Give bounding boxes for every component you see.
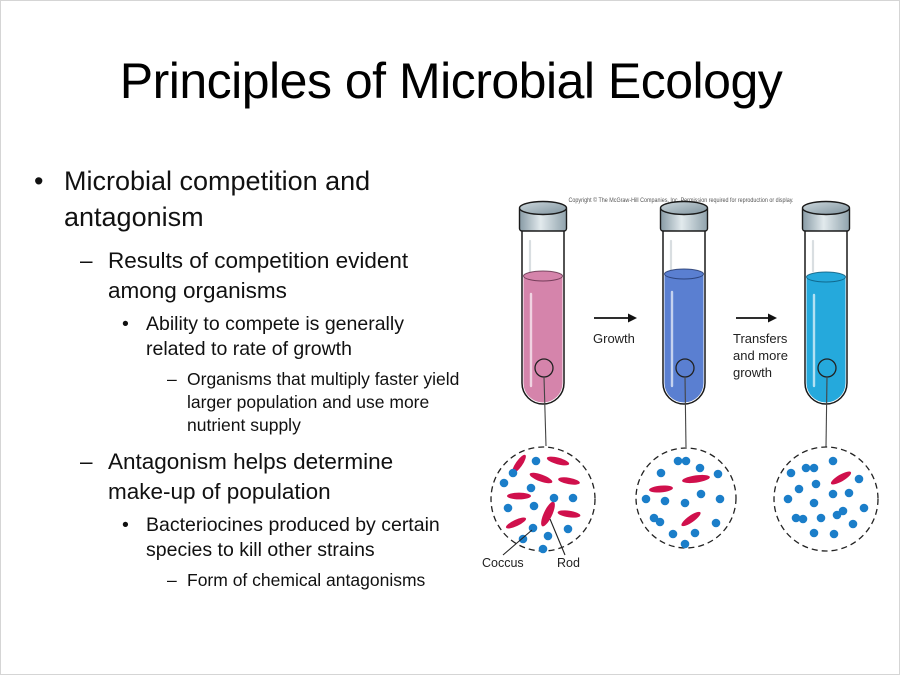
growth-arrow xyxy=(593,314,637,347)
transfer-arrow xyxy=(733,314,792,381)
dash-marker: – xyxy=(80,448,93,474)
tube1-liquid-surface xyxy=(524,271,563,281)
coccus-bacterium xyxy=(656,518,665,527)
coccus-bacterium xyxy=(681,540,690,549)
bullet-text: Organisms that multiply faster yield larger population and use more nutrient supply xyxy=(187,369,460,435)
tube3-liquid-surface xyxy=(807,272,846,282)
coccus-bacterium xyxy=(691,529,700,538)
coccus-bacterium xyxy=(539,545,548,554)
coccus-bacterium xyxy=(544,532,553,541)
copyright-text: Copyright © The McGraw-Hill Companies, Inc. Permission required for reproduction or display. xyxy=(568,198,819,204)
bullet-item-1 xyxy=(26,163,486,236)
coccus-bacterium xyxy=(696,464,705,473)
coccus-bacterium xyxy=(509,469,518,478)
coccus-bacterium xyxy=(681,499,690,508)
rod-bacterium xyxy=(507,493,531,500)
coccus-bacterium xyxy=(550,494,559,503)
coccus-bacterium xyxy=(716,495,725,504)
test-tube-1 xyxy=(520,202,567,447)
coccus-bacterium xyxy=(642,495,651,504)
bullet-item-5 xyxy=(78,447,486,507)
arrow-head-icon xyxy=(768,314,777,323)
bullet-item-3 xyxy=(120,312,486,363)
tube2-liquid xyxy=(665,274,704,403)
bullet-marker: • xyxy=(122,312,129,335)
dash-marker: – xyxy=(167,570,177,591)
coccus-bacterium xyxy=(504,504,513,513)
dash-marker: – xyxy=(80,247,93,273)
bullet-text: Form of chemical antagonisms xyxy=(187,570,426,591)
coccus-bacterium xyxy=(810,499,819,508)
bullet-text: Microbial competition and antagonism xyxy=(64,166,371,233)
bullet-text: Ability to compete is generally related to rate of growth xyxy=(146,312,404,361)
coccus-bacterium xyxy=(860,504,869,513)
bullet-list xyxy=(26,163,486,592)
coccus-bacterium xyxy=(839,507,848,516)
bullet-marker: • xyxy=(122,513,129,536)
coccus-bacterium xyxy=(849,520,858,529)
coccus-bacterium xyxy=(657,469,666,478)
bullet-item-4 xyxy=(165,368,486,436)
coccus-bacterium xyxy=(829,457,838,466)
coccus-bacterium xyxy=(527,484,536,493)
coccus-bacterium xyxy=(810,529,819,538)
test-tube-2 xyxy=(661,202,708,448)
coccus-bacterium xyxy=(661,497,670,506)
coccus-bacterium xyxy=(682,457,691,466)
magnified-view-2 xyxy=(636,448,736,548)
coccus-bacterium xyxy=(500,479,509,488)
growth-label: Growth xyxy=(593,331,635,346)
tube3-liquid xyxy=(807,277,846,403)
coccus-bacterium xyxy=(829,490,838,499)
coccus-bacterium xyxy=(784,495,793,504)
coccus-bacterium xyxy=(845,489,854,498)
coccus-bacterium xyxy=(799,515,808,524)
coccus-bacterium xyxy=(530,502,539,511)
bullet-text: Bacteriocines produced by certain species to kill other strains xyxy=(146,513,440,561)
transfer-label: Transfers and more growth xyxy=(733,331,788,380)
coccus-bacterium xyxy=(712,519,721,528)
bullet-text: Antagonism helps determine make-up of population xyxy=(108,448,394,504)
coccus-bacterium xyxy=(532,457,541,466)
coccus-bacterium xyxy=(564,525,573,534)
tube1-liquid xyxy=(524,276,563,403)
tube2-liquid-surface xyxy=(665,269,704,279)
coccus-bacterium xyxy=(817,514,826,523)
magnified-view-3 xyxy=(774,447,878,551)
test-tube-3 xyxy=(803,202,850,448)
coccus-bacterium xyxy=(714,470,723,479)
bullet-item-2 xyxy=(78,246,486,306)
bullet-text: Results of competition evident among organisms xyxy=(108,247,409,303)
coccus-bacterium xyxy=(795,485,804,494)
coccus-bacterium xyxy=(787,469,796,478)
rod-label: Rod xyxy=(557,556,580,570)
coccus-bacterium xyxy=(519,535,528,544)
coccus-bacterium xyxy=(802,464,811,473)
arrow-head-icon xyxy=(628,314,637,323)
coccus-bacterium xyxy=(569,494,578,503)
test-tube-diagram xyxy=(481,186,900,586)
coccus-label: Coccus xyxy=(482,556,524,570)
bullet-marker: • xyxy=(34,166,44,196)
coccus-bacterium xyxy=(697,490,706,499)
coccus-bacterium xyxy=(674,457,683,466)
bullet-item-6 xyxy=(120,513,486,564)
bullet-item-7 xyxy=(165,569,486,592)
coccus-bacterium xyxy=(855,475,864,484)
dash-marker: – xyxy=(167,369,177,390)
coccus-bacterium xyxy=(669,530,678,539)
slide-title: Principles of Microbial Ecology xyxy=(119,53,783,109)
coccus-bacterium xyxy=(812,480,821,489)
coccus-bacterium xyxy=(830,530,839,539)
magnified-view-1 xyxy=(482,447,595,570)
magnified-circle xyxy=(491,447,595,551)
coccus-bacterium xyxy=(810,464,819,473)
